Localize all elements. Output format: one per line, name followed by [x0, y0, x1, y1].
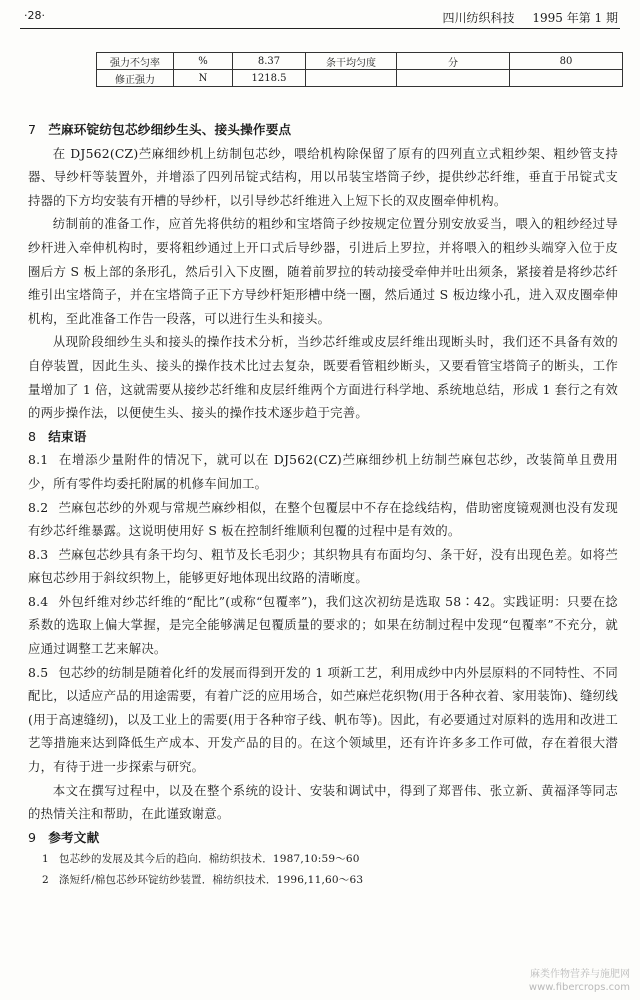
- table-cell: 修正强力: [97, 70, 174, 87]
- table-cell: 1218.5: [233, 70, 306, 87]
- page-number: ·28·: [24, 9, 45, 22]
- list-item: [28, 543, 618, 590]
- list-item: [28, 661, 618, 779]
- section-heading: [28, 826, 618, 850]
- table-row: [97, 70, 623, 87]
- journal-name: 四川纺织科技: [442, 11, 515, 25]
- section-title: 苎麻环锭纺包芯纱细纱生头、接头操作要点: [48, 122, 292, 137]
- section-title: 参考文献: [48, 829, 100, 845]
- table-cell: 强力不匀率: [97, 53, 174, 70]
- item-text: 外包纤维对纱芯纤维的“配比”(或称“包覆率”)，我们这次初纺是选取 58∶42。实践证明：只要在捻系数的选取上偏大掌握，是完全能够满足包覆质量的要求的；如果在纺制过程中发现“包覆率”不充分，就应通过调整工艺来解决。: [28, 593, 618, 657]
- reference-text: 涤短纤/棉包芯纱环锭纺纱装置．棉纺织技术．1996,11,60～63: [58, 874, 364, 887]
- table-cell: %: [174, 53, 233, 70]
- data-table: [96, 52, 623, 87]
- paragraph: 纺制前的准备工作，应首先将供纺的粗纱和宝塔筒子纱按规定位置分别安放妥当，喂入的粗纱经过导纱杆进入牵伸机构时，要将粗纱通过上开口式后导纱器，引进后上罗拉，并将喂入的粗纱头端穿入位于皮圈后方 S 板上部的条形孔，然后引入下皮圈，随着前罗拉的转动接受牵伸并吐出须条，紧接着是将纱芯纤维引出宝塔筒子，并在宝塔筒子正下方导纱杆矩形槽中绕一圈，然后通过 S 板边缘小孔，进入双皮圈牵伸机构，至此准备工作告一段落，可以进行生头和接头。: [28, 216, 618, 326]
- item-number: 8.1: [28, 452, 49, 468]
- section-title: 结束语: [48, 428, 87, 444]
- table-cell: 8.37: [233, 53, 306, 70]
- page-header: [20, 6, 620, 29]
- reference-item: [28, 849, 618, 870]
- watermark-title: 麻类作物营养与施肥网: [530, 969, 630, 980]
- item-number: 8.2: [28, 499, 49, 515]
- table-cell: 分: [397, 53, 510, 70]
- table-cell: N: [174, 70, 233, 87]
- section-heading: [28, 118, 618, 142]
- table-cell: [510, 70, 623, 87]
- list-item: [28, 448, 618, 495]
- article-body: [28, 118, 618, 891]
- item-text: 苎麻包芯纱的外观与常规苎麻纱相似，在整个包覆层中不存在捻线结构，借助密度镜观测也没有发现有纱芯纤维暴露。这说明使用好 S 板在控制纤维顺利包覆的过程中是有效的。: [28, 499, 618, 539]
- item-text: 包芯纱的纺制是随着化纤的发展而得到开发的 1 项新工艺，利用成纱中内外层原料的不同特性、不同配比，以适应产品的用途需要，有着广泛的应用场合，如苎麻烂花织物(用于各种衣着、家用装饰)、缝纫线(用于高速缝纫)，以及工业上的需要(用于各种帘子线、帆布等)。因此，有必要通过对原料的选用和改进工艺等措施来达到降低生产成本、开发产品的目的。在这个领域里，还有许许多多工作可做，存在着很大潜力，有待于进一步探索与研究。: [28, 664, 618, 775]
- watermark: [529, 968, 630, 994]
- reference-text: 包芯纱的发展及其今后的趋向．棉纺织技术．1987,10:59～60: [58, 853, 360, 866]
- table-cell: 80: [510, 53, 623, 70]
- section-number: 7: [28, 122, 37, 137]
- item-text: 在增添少量附件的情况下，就可以在 DJ562(CZ)苎麻细纱机上纺制苎麻包芯纱，改装简单且费用少，所有零件均委托附属的机修车间加工。: [28, 452, 618, 491]
- list-item: [28, 496, 618, 543]
- reference-number: 1: [42, 853, 49, 866]
- item-number: 8.3: [28, 546, 49, 562]
- table-row: [97, 53, 623, 70]
- item-number: 8.4: [28, 593, 49, 609]
- table-cell: [306, 70, 397, 87]
- paragraph: 从现阶段细纱生头和接头的操作技术分析，当纱芯纤维或皮层纤维出现断头时，我们还不具备有效的自停装置，因此生头、接头的操作技术比过去复杂，既要看管粗纱断头，又要看管宝塔筒子的断头，工作量增加了 1 倍，这就需要从接纱芯纤维和皮层纤维两个方面进行科学地、系统地总结，形成 1 套行之有效的两步操作法，以便使生头、接头的操作技术逐步趋于完善。: [28, 334, 618, 421]
- journal-info: [429, 9, 618, 26]
- list-item: [28, 590, 618, 661]
- reference-number: 2: [42, 874, 49, 887]
- section-number: 9: [28, 829, 37, 845]
- paragraph: 在 DJ562(CZ)苎麻细纱机上纺制包芯纱，喂给机构除保留了原有的四列直立式粗纱架、粗纱管支持器、导纱杆等装置外，并增添了四列吊锭式结构，用以吊装宝塔筒子纱，提供纱芯纤维，垂直于吊锭式支持器的下方均安装有开槽的导纱杆，以引导纱芯纤维进入上短下长的双皮圈牵伸机构。: [28, 145, 618, 208]
- acknowledgement: 本文在撰写过程中，以及在整个系统的设计、安装和调试中，得到了郑晋伟、张立新、黄福泽等同志的热情关注和帮助，在此谨致谢意。: [28, 782, 618, 822]
- item-number: 8.5: [28, 664, 49, 680]
- section-number: 8: [28, 428, 37, 444]
- watermark-url: www.fibercrops.com: [528, 982, 630, 993]
- table-cell: [397, 70, 510, 87]
- table-cell: 条干均匀度: [306, 53, 397, 70]
- reference-item: [28, 870, 618, 891]
- item-text: 苎麻包芯纱具有条干均匀、粗节及长毛羽少；其织物具有布面均匀、条干好，没有出现色差。如将苎麻包芯纱用于斜纹织物上，能够更好地体现出纹路的清晰度。: [28, 546, 618, 586]
- section-heading: [28, 425, 618, 449]
- journal-issue: 1995 年第 1 期: [532, 11, 618, 25]
